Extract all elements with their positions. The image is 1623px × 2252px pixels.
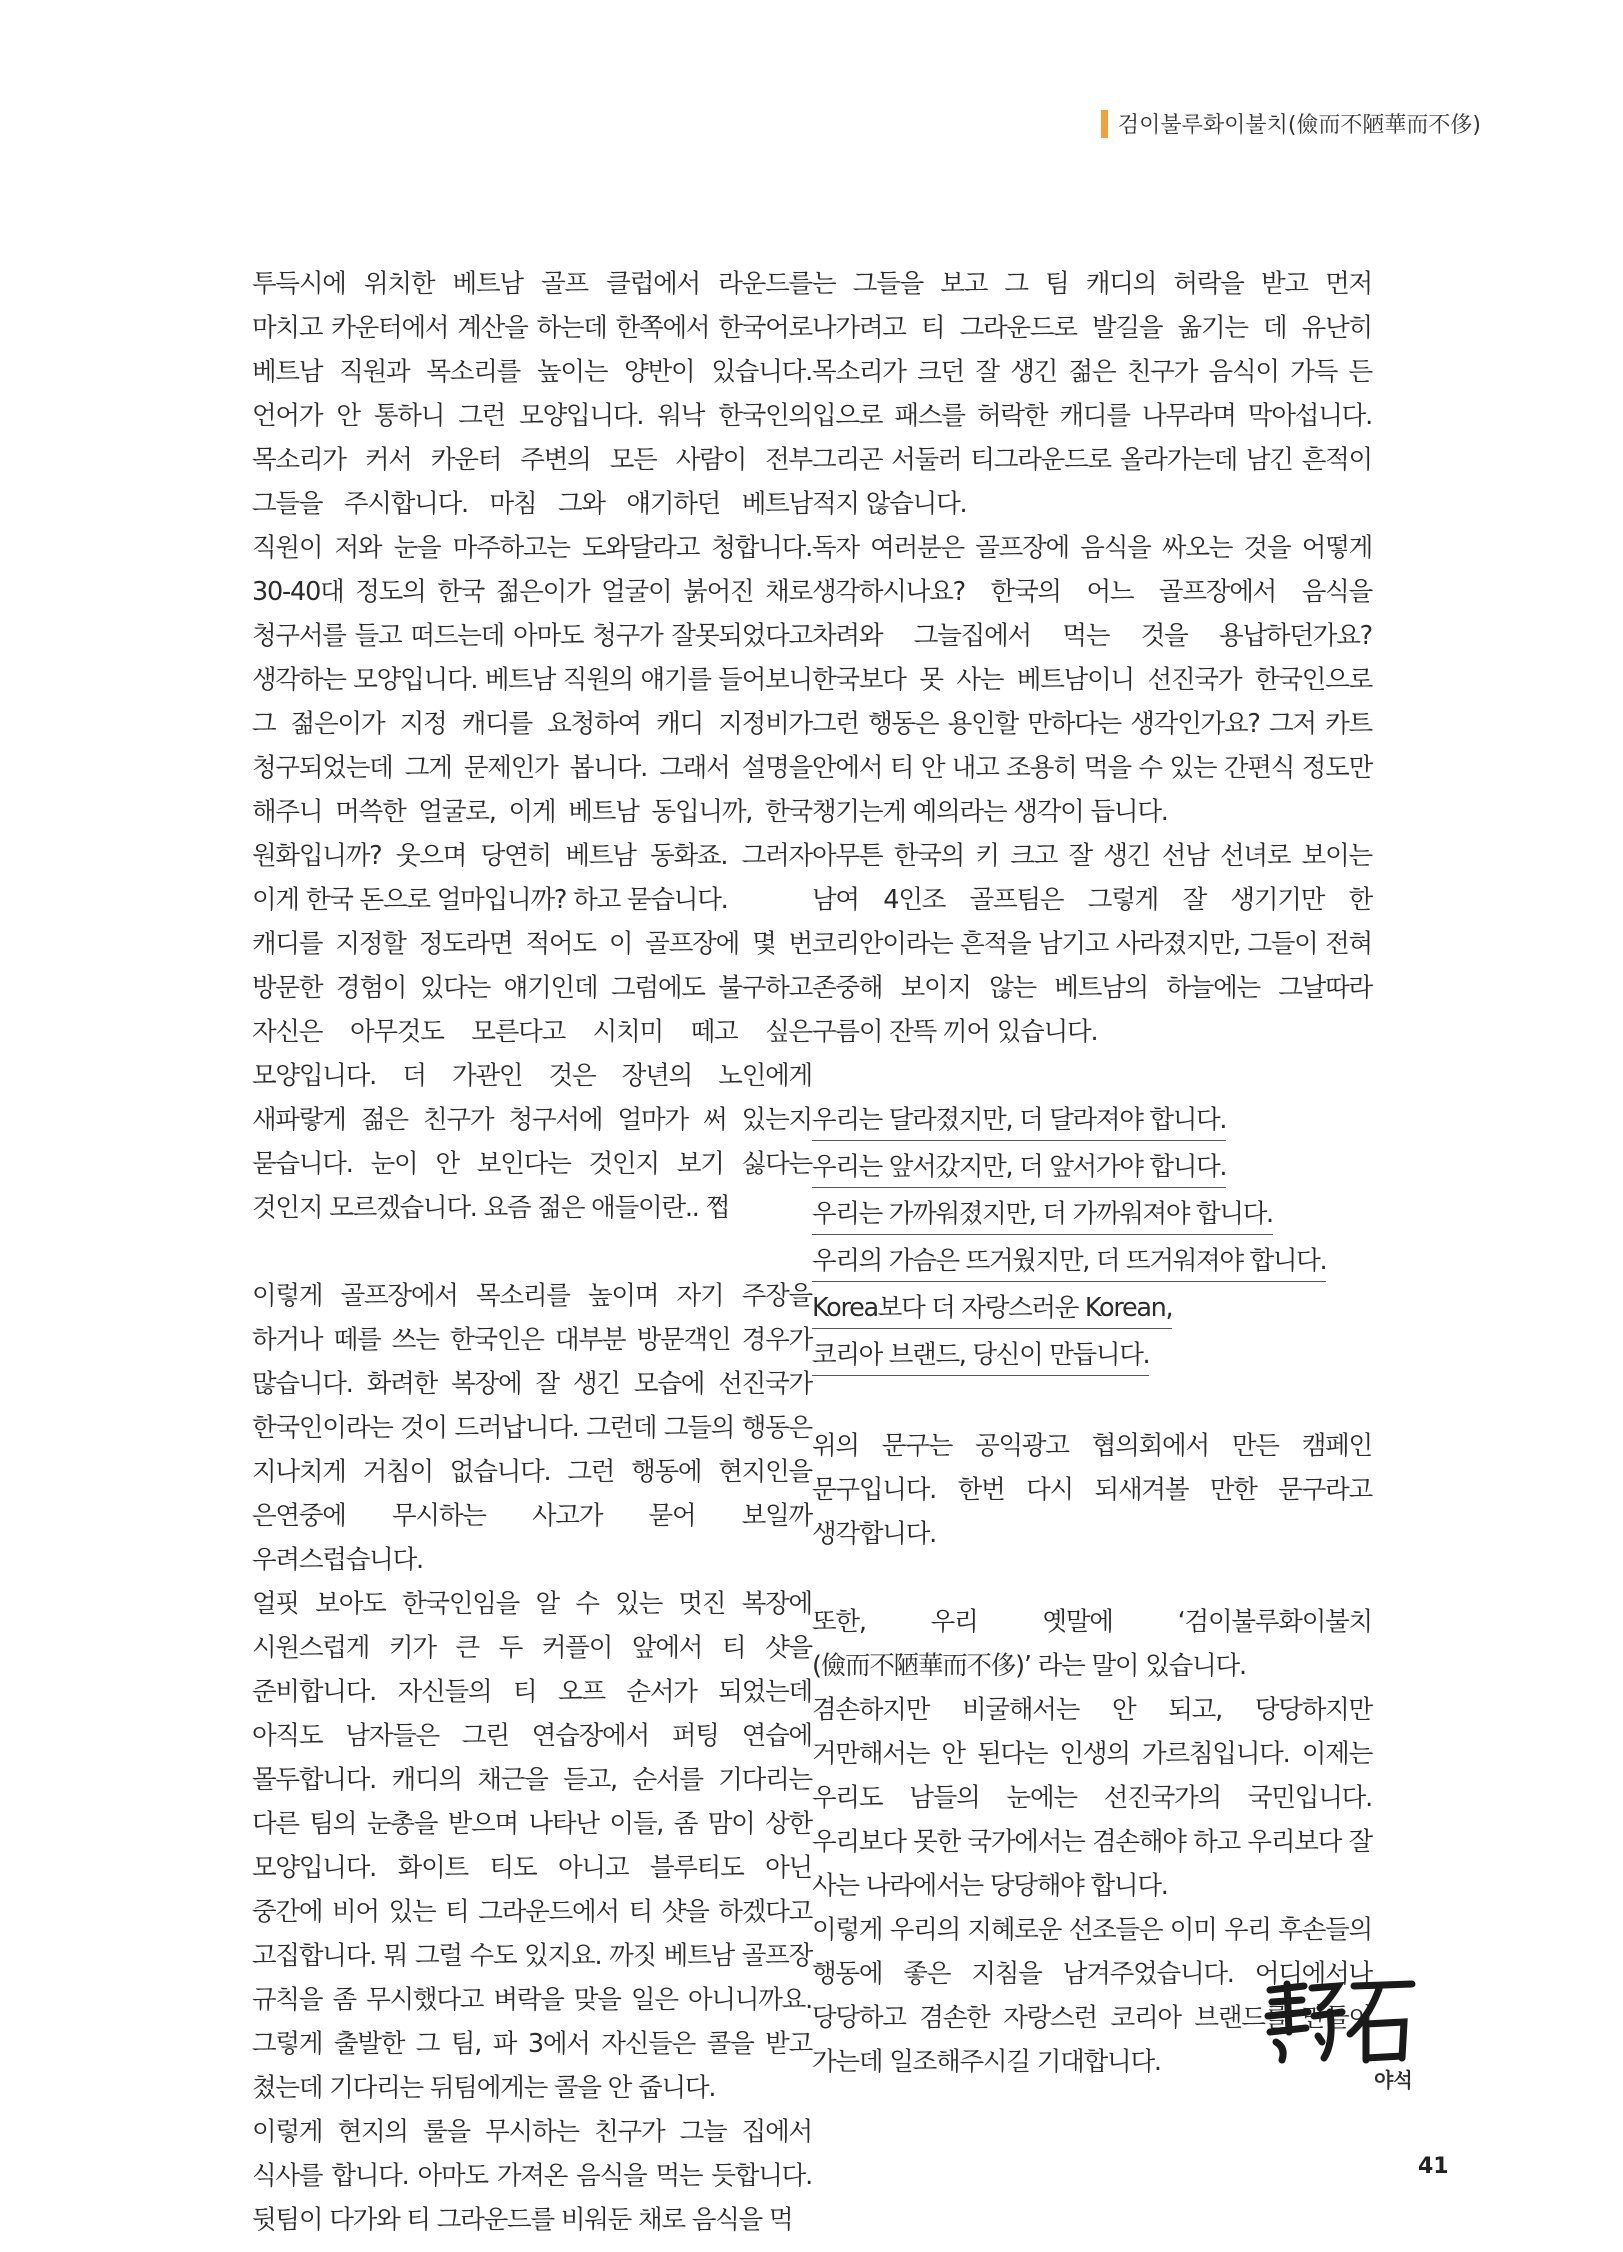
- header-accent-bar: [1101, 110, 1108, 138]
- page-number: 41: [1418, 2154, 1449, 2179]
- paragraph: 투득시에 위치한 베트남 골프 클럽에서 라운드를 마치고 카운터에서 계산을 하는데 한쪽에서 한국어로 베트남 직원과 목소리를 높이는 양반이 있습니다. 언어가 안 통하니 그런 모양입니다. 워낙 한국인의 목소리가 커서 카운터 주변의 모든 사람이 전부 그들을 주시합니다. 마침 그와 얘기하던 베트남 직원이 저와 눈을 마주하고는 도와달라고 청합니다. 30-40대 정도의 한국 젊은이가 얼굴이 붉어진 채로 청구서를 들고 떠드는데 아마도 청구가 잘못되었다고 생각하는 모양입니다. 베트남 직원의 얘기를 들어보니 그 젊은이가 지정 캐디를 요청하여 캐디 지정비가 청구되었는데 그게 문제인가 봅니다. 그래서 설명을 해주니 머쓱한 얼굴로, 이게 베트남 동입니까, 한국 원화입니까? 웃으며 당연히 베트남 동화죠. 그러자 이게 한국 돈으로 얼마입니까? 하고 묻습니다.: [252, 269, 812, 915]
- right-column: [812, 262, 1372, 2084]
- left-column: [252, 262, 812, 2242]
- paragraph: 위의 문구는 공익광고 협의회에서 만든 캠페인 문구입니다. 한번 다시 되새겨볼 만한 문구라고 생각합니다.: [812, 1431, 1372, 1549]
- slogan-line: Korea보다 더 자랑스러운 Korean,: [812, 1288, 1172, 1329]
- slogan-line: 우리는 앞서갔지만, 더 앞서가야 합니다.: [812, 1147, 1226, 1188]
- paragraph: 이렇게 골프장에서 목소리를 높이며 자기 주장을 하거나 떼를 쓰는 한국인은 대부분 방문객인 경우가 많습니다. 화려한 복장에 잘 생긴 모습에 선진국가 한국인이라는 것이 드러납니다. 그런데 그들의 행동은 지나치게 거침이 없습니다. 그런 행동에 현지인을 은연중에 무시하는 사고가 묻어 보일까 우려스럽습니다.: [252, 1281, 812, 1575]
- paragraph: 또한, 우리 옛말에 ‘검이불루화이불치(儉而不陋華而不侈)’ 라는 말이 있습니다.: [812, 1607, 1372, 1681]
- paragraph: 얼핏 보아도 한국인임을 알 수 있는 멋진 복장에 시원스럽게 키가 큰 두 커플이 앞에서 티 샷을 준비합니다. 자신들의 티 오프 순서가 되었는데 아직도 남자들은 그린 연습장에서 퍼팅 연습에 몰두합니다. 캐디의 채근을 듣고, 순서를 기다리는 다른 팀의 눈총을 받으며 나타난 이들, 좀 맘이 상한 모양입니다. 화이트 티도 아니고 블루티도 아닌 중간에 비어 있는 티 그라운드에서 티 샷을 하겠다고 고집합니다. 뭐 그럴 수도 있지요. 까짓 베트남 골프장 규칙을 좀 무시했다고 벼락을 맞을 일은 아니니까요. 그렇게 출발한 그 팀, 파 3에서 자신들은 콜을 받고 쳤는데 기다리는 뒤팀에게는 콜을 안 줍니다.: [252, 1589, 812, 2103]
- slogan-line: 우리의 가슴은 뜨거웠지만, 더 뜨거워져야 합니다.: [812, 1241, 1326, 1282]
- running-header: [1101, 108, 1481, 139]
- campaign-slogans: [812, 1098, 1372, 1380]
- slogan-line: 코리아 브랜드, 당신이 만듭니다.: [812, 1335, 1149, 1376]
- paragraph: 아무튼 한국의 키 크고 잘 생긴 선남 선녀로 보이는 남여 4인조 골프팀은 그렇게 잘 생기기만 한 코리안이라는 흔적을 남기고 사라졌지만, 그들이 전혀 존중해 보이지 않는 베트남의 하늘에는 그날따라 구름이 잔뜩 끼어 있습니다.: [812, 841, 1372, 1047]
- paragraph: 이렇게 우리의 지혜로운 선조들은 이미 우리 후손들의 행동에 좋은 지침을 남겨주었습니다. 어디에서나 당당하고 겸손한 자랑스런 코리아 브랜드를 만들어 가는데 일조해주시길 기대합니다.: [812, 1915, 1372, 2077]
- paragraph: 독자 여러분은 골프장에 음식을 싸오는 것을 어떻게 생각하시나요? 한국의 어느 골프장에서 음식을 차려와 그늘집에서 먹는 것을 용납하던가요? 한국보다 못 사는 베트남이니 선진국가 한국인으로 그런 행동은 용인할 만하다는 생각인가요? 그저 카트 안에서 티 안 내고 조용히 먹을 수 있는 간편식 정도만 챙기는게 예의라는 생각이 듭니다.: [812, 533, 1372, 827]
- slogan-line: 우리는 가까워졌지만, 더 가까워져야 합니다.: [812, 1194, 1273, 1235]
- paragraph: 겸손하지만 비굴해서는 안 되고, 당당하지만 거만해서는 안 된다는 인생의 가르침입니다. 이제는 우리도 남들의 눈에는 선진국가의 국민입니다. 우리보다 못한 국가에서는 겸손해야 하고 우리보다 잘 사는 나라에서는 당당해야 합니다.: [812, 1695, 1372, 1901]
- slogan-line: 우리는 달라졌지만, 더 달라져야 합니다.: [812, 1100, 1226, 1141]
- paragraph: 이렇게 현지의 룰을 무시하는 친구가 그늘 집에서 식사를 합니다. 아마도 가져온 음식을 먹는 듯합니다. 뒷팀이 다가와 티 그라운드를 비워둔 채로 음식을 먹: [252, 2117, 812, 2235]
- paragraph: 캐디를 지정할 정도라면 적어도 이 골프장에 몇 번 방문한 경험이 있다는 얘기인데 그럼에도 불구하고 자신은 아무것도 모른다고 시치미 떼고 싶은 모양입니다. 더 가관인 것은 장년의 노인에게 새파랗게 젊은 친구가 청구서에 얼마가 써 있는지 묻습니다. 눈이 안 보인다는 것인지 보기 싫다는 것인지 모르겠습니다. 요즘 젊은 애들이란.. 쩝: [252, 929, 812, 1223]
- header-title: 검이불루화이불치(儉而不陋華而不侈): [1117, 113, 1481, 138]
- paragraph: 는 그들을 보고 그 팀 캐디의 허락을 받고 먼저 나가려고 티 그라운드로 발길을 옮기는 데 유난히 목소리가 크던 잘 생긴 젊은 친구가 음식이 가득 든 입으로 패스를 허락한 캐디를 나무라며 막아섭니다. 그리곤 서둘러 티그라운드로 올라가는데 남긴 흔적이 적지 않습니다.: [812, 269, 1372, 519]
- author-signature: [1262, 1972, 1422, 2092]
- signature-hangul: 야석: [1374, 2068, 1413, 2092]
